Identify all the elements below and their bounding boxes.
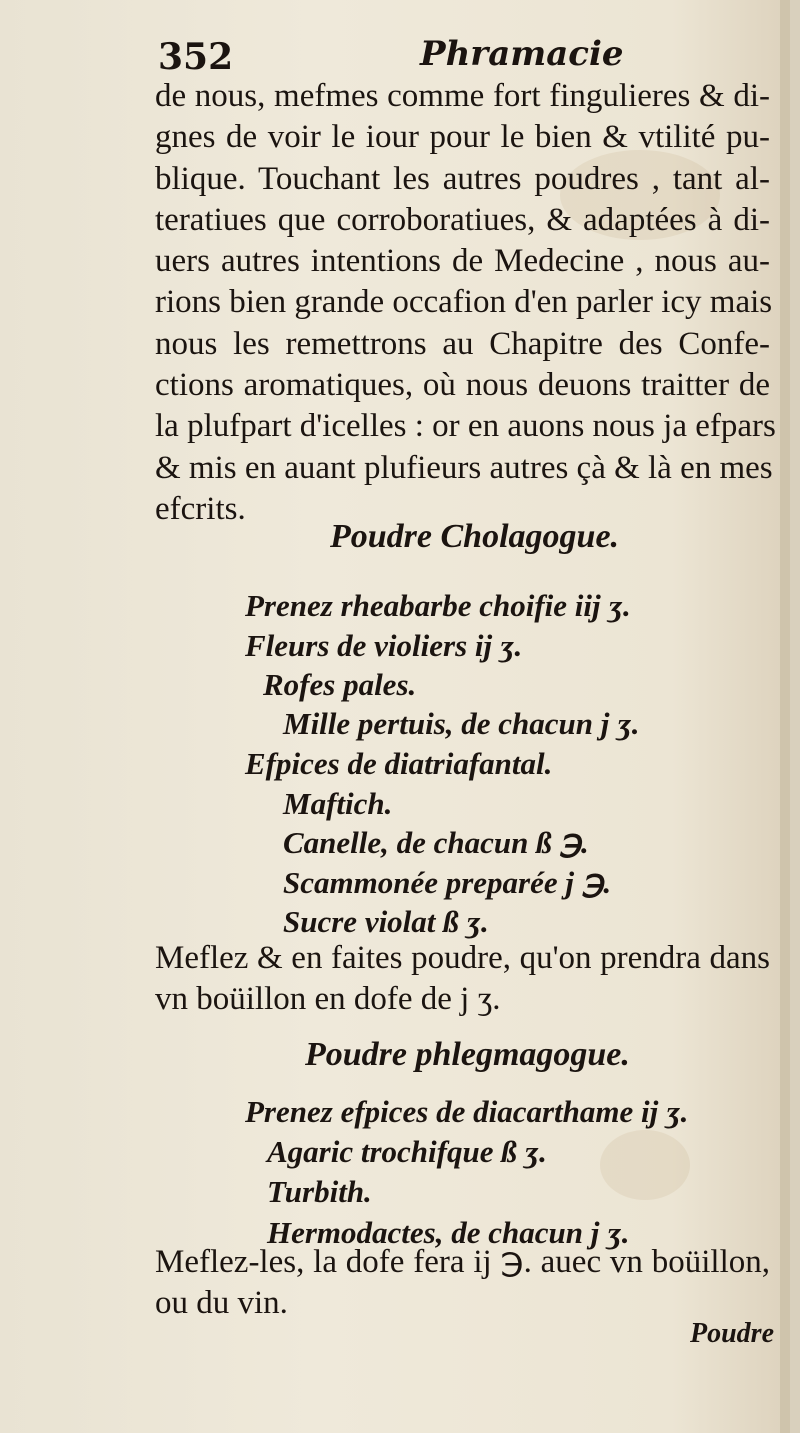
intro-paragraph [155, 76, 776, 530]
recipe-line: Canelle, de chacun ß ℈. [283, 825, 589, 860]
text-line: Meflez & en faites poudre, qu'on prendra dans [155, 940, 770, 976]
recipe-line: Prenez rheabarbe choifie iij ʒ. [245, 588, 631, 623]
text-line: uers autres intentions de Medecine , nous au- [155, 243, 770, 280]
text-line: ou du vin. [155, 1285, 288, 1321]
text-line: nous les remettrons au Chapitre des Confe- [155, 325, 770, 362]
recipe-line: Agaric trochifque ß ʒ. [267, 1134, 547, 1169]
text-line: efcrits. [155, 490, 246, 527]
text-line: vn boüillon en dofe de j ʒ. [155, 981, 501, 1017]
recipe-line: Turbith. [267, 1174, 372, 1209]
page-edge [780, 0, 790, 1433]
text-line: ctions aromatiques, où nous deuons traitter de [155, 367, 770, 404]
recipe-line: Sucre violat ß ʒ. [283, 904, 489, 939]
running-title: Phramacie [420, 34, 624, 74]
recipe-line: Fleurs de violiers ij ʒ. [245, 628, 523, 663]
recipe-line: Hermodactes, de chacun j ʒ. [267, 1215, 630, 1250]
text-line: Meflez-les, la dofe fera ij ℈. auec vn boüillon, [155, 1244, 770, 1280]
page-header [0, 30, 790, 80]
catchword: Poudre [690, 1318, 774, 1349]
recipe-line: Prenez efpices de diacarthame ij ʒ. [245, 1094, 689, 1129]
recipe-line: Efpices de diatriafantal. [245, 746, 553, 781]
text-line: & mis en auant plufieurs autres çà & là en mes [155, 449, 773, 486]
recipe-line: Scammonée preparée j ℈. [283, 865, 612, 900]
text-line: de nous, mefmes comme fort fingulieres & di- [155, 78, 770, 114]
recipe-line: Mille pertuis, de chacun j ʒ. [283, 706, 640, 741]
text-line: blique. Touchant les autres poudres , tant al- [155, 160, 770, 197]
recipe-cholagogue [245, 588, 745, 939]
recipe-phlegmagogue [245, 1094, 745, 1264]
recipe-line: Rofes pales. [263, 667, 417, 702]
recipe-line: Maftich. [283, 786, 393, 821]
text-line: gnes de voir le iour pour le bien & vtilité pu- [155, 119, 770, 156]
text-line: teratiues que corroboratiues, & adaptées à di- [155, 201, 770, 238]
section-title-cholagogue: Poudre Cholagogue. [330, 518, 620, 555]
instruction-phlegmagogue [155, 1242, 770, 1324]
text-line: rions bien grande occafion d'en parler icy mais [155, 284, 773, 321]
instruction-cholagogue [155, 938, 770, 1020]
text-line: la plufpart d'icelles : or en auons nous ja efpars [155, 408, 776, 445]
section-title-phlegmagogue: Poudre phlegmagogue. [305, 1036, 630, 1073]
page-number: 352 [158, 36, 234, 78]
